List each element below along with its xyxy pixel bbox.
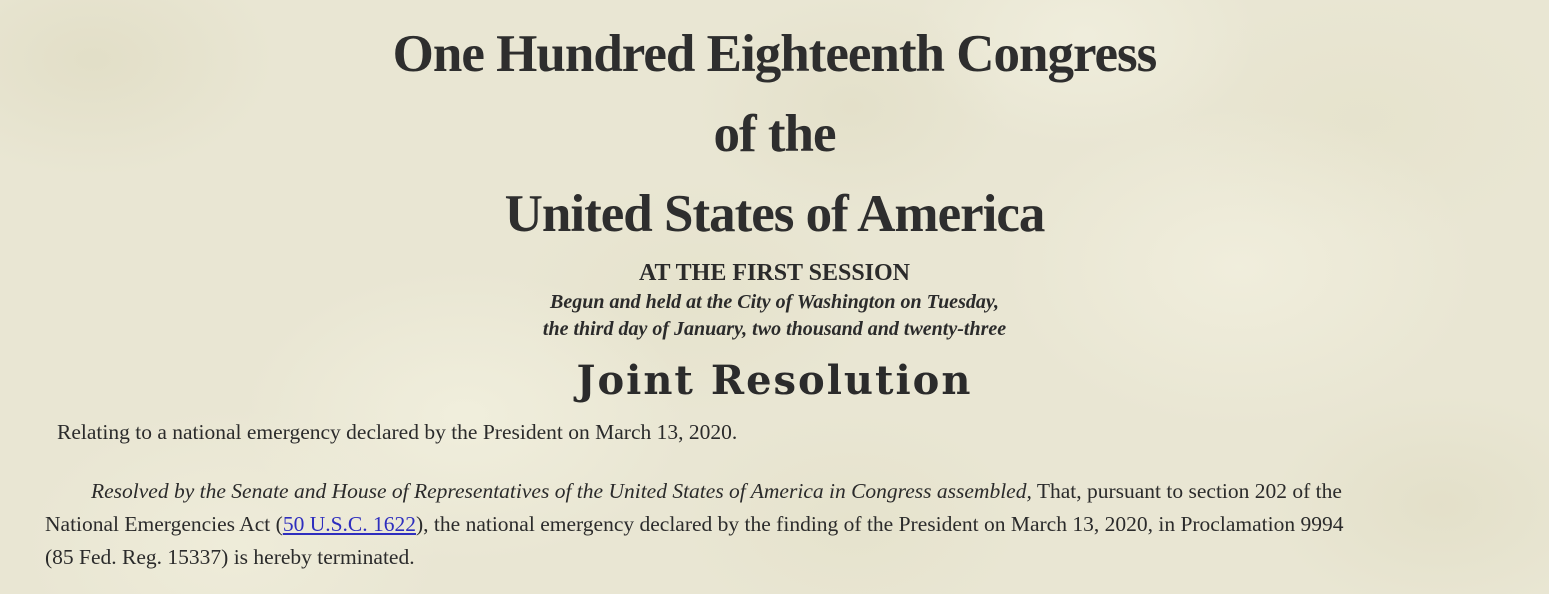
resolution-line-2	[45, 508, 1504, 541]
session-heading: AT THE FIRST SESSION	[638, 260, 911, 286]
resolved-clause: Resolved by the Senate and House of Representatives of the United States of America in Congress assembled,	[91, 479, 1032, 503]
session-subtitle-line-2: the third day of January, two thousand and twenty-three	[542, 318, 1007, 340]
congress-title: One Hundred Eighteenth Congress	[392, 25, 1157, 83]
preamble-text: Relating to a national emergency declared by the President on March 13, 2020.	[57, 420, 738, 444]
resolution-line-2-after-link: ), the national emergency declared by the finding of the President on March 13, 2020, in Proclamation 9994	[416, 512, 1344, 536]
resolution-line-1-text: That, pursuant to section 202 of the	[1031, 479, 1342, 503]
resolution-line-2-before-link: National Emergencies Act (	[45, 512, 283, 536]
usc-statute-link[interactable]: 50 U.S.C. 1622	[282, 512, 417, 536]
of-the-title: of the	[713, 105, 836, 163]
nation-title: United States of America	[504, 185, 1045, 243]
joint-resolution-heading: Joint Resolution	[576, 357, 973, 404]
resolution-line-3: (85 Fed. Reg. 15337) is hereby terminated.	[45, 545, 415, 569]
resolution-line-1	[45, 475, 1504, 508]
resolution-paragraph	[45, 475, 1504, 574]
session-subtitle-line-1: Begun and held at the City of Washington on Tuesday,	[550, 291, 999, 313]
